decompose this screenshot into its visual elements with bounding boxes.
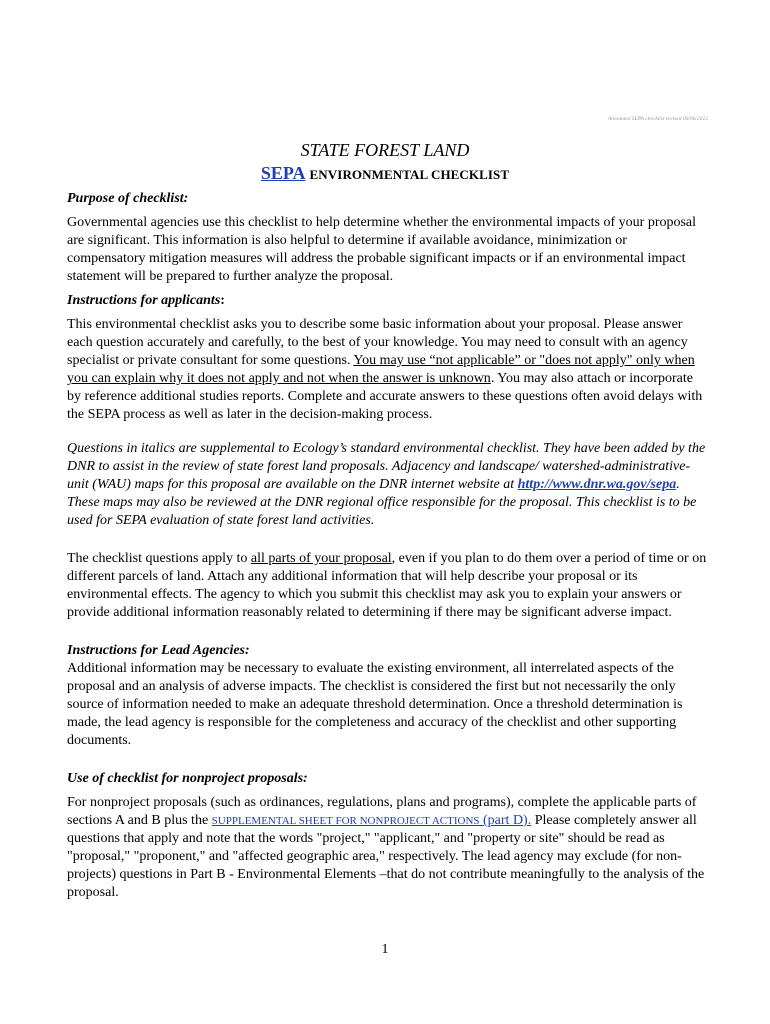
subtitle-text: ENVIRONMENTAL CHECKLIST: [309, 167, 510, 182]
document-subtitle: [0, 163, 770, 184]
italic-note-a: Questions in italics are supplemental to Ecology’s standard environmental checklist. They have been added by the DNR to assist in the review of state forest land proposals. Adjacency and landscape/ watershed-administrative-unit (WAU) maps for this proposal are available on the DNR internet website at: [67, 441, 706, 492]
applicants-text-underlined: You may use “not applicable” or "does not apply" only when you can explain why it does not apply and not when the answer is unknown: [67, 353, 695, 386]
applicants-text: [67, 316, 707, 424]
document-title: STATE FOREST LAND: [300, 140, 470, 160]
nonproject-text: [67, 794, 707, 902]
supplemental-sheet-part-link[interactable]: (part D).: [479, 813, 532, 828]
page-number: 1: [381, 942, 389, 957]
applicants-heading: [67, 292, 707, 310]
purpose-heading: Purpose of checklist:: [67, 191, 189, 206]
dnr-sepa-link[interactable]: http://www.dnr.wa.gov/sepa: [517, 477, 677, 492]
nonproject-text-a: For nonproject proposals (such as ordinances, regulations, plans and programs), complete the applicable parts of sections A and B plus the: [67, 795, 697, 828]
parts-underlined: all parts of your proposal: [250, 551, 392, 566]
purpose-text: Governmental agencies use this checklist to help determine whether the environmental impacts of your proposal are significant. This information is also helpful to determine if available avoidance, minimization or compensatory mitigation measures will address the probable significant impacts or if an environmental impact statement will be prepared to further analyze the proposal.: [67, 215, 697, 284]
applicants-text-a: This environmental checklist asks you to describe some basic information about your proposal. Please answer each question accurately and carefully, to the best of your knowledge. You may need to consult with an agency specialist or private consultant for some questions.: [67, 317, 688, 368]
supplemental-sheet-link[interactable]: SUPPLEMENTAL SHEET FOR NONPROJECT ACTIONS: [211, 815, 480, 827]
applicants-text-b: . You may also attach or incorporate by reference additional studies reports. Complete and accurate answers to these questions often avoid delays with the SEPA process as well as later in the decision-making process.: [67, 371, 703, 422]
applicants-heading-colon: :: [220, 293, 225, 308]
parts-text-a: The checklist questions apply to: [67, 551, 251, 566]
italic-note-b: . These maps may also be reviewed at the DNR regional office responsible for the proposal. This checklist is to be used for SEPA evaluation of state forest land activities.: [67, 477, 697, 528]
italic-note: [67, 440, 707, 530]
revision-note: Annotated SEPA checklist revised 06/06/2022: [607, 116, 708, 122]
parts-text: [67, 550, 707, 622]
nonproject-heading: Use of checklist for nonproject proposals:: [67, 771, 308, 786]
lead-agencies-text: Additional information may be necessary to evaluate the existing environment, all interrelated aspects of the proposal and an analysis of adverse impacts. The checklist is considered the first but not necessarily the only source of information needed to make an adequate threshold determination. Once a threshold determination is made, the lead agency is responsible for the completeness and accuracy of the checklist and other supporting documents.: [67, 661, 683, 748]
document-body: [67, 190, 707, 902]
parts-text-b: , even if you plan to do them over a period of time or on different parcels of land. Attach any additional information that will help describe your proposal or its environmental effects. The agency to which you submit this checklist may ask you to explain your answers or provide additional information reasonably related to determining if there may be significant adverse impact.: [67, 551, 707, 620]
sepa-link[interactable]: SEPA: [260, 163, 306, 183]
applicants-heading-text: Instructions for applicants: [67, 293, 221, 308]
nonproject-text-b: Please completely answer all questions that apply and note that the words "project," "applicant," and "property or site" should be read as "proposal," "proponent," and "affected geographic area," respectively. The lead agency may exclude (for non-projects) questions in Part B - Environmental Elements –that do not contribute meaningfully to the analysis of the proposal.: [67, 813, 705, 900]
lead-agencies-heading: Instructions for Lead Agencies:: [67, 643, 250, 658]
